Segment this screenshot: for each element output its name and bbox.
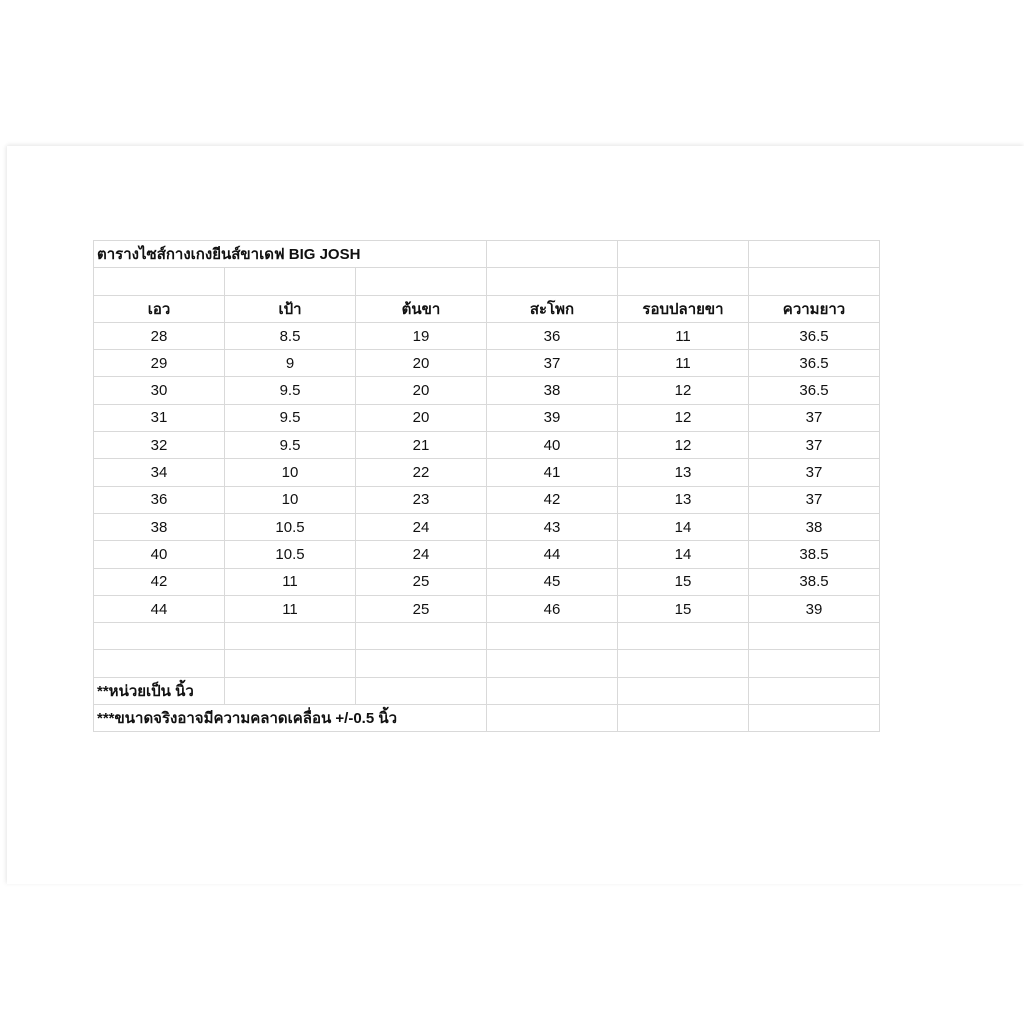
empty-cell (618, 241, 749, 268)
cell-length: 36.5 (749, 377, 880, 404)
cell-rise: 9.5 (225, 377, 356, 404)
cell-hip: 44 (487, 541, 618, 568)
empty-cell (618, 677, 749, 704)
cell-rise: 8.5 (225, 322, 356, 349)
empty-cell (618, 650, 749, 677)
cell-length: 39 (749, 595, 880, 622)
cell-leg-opening: 15 (618, 568, 749, 595)
cell-waist: 32 (94, 432, 225, 459)
cell-thigh: 19 (356, 322, 487, 349)
cell-waist: 38 (94, 513, 225, 540)
empty-cell (225, 677, 356, 704)
cell-waist: 42 (94, 568, 225, 595)
cell-rise: 9.5 (225, 404, 356, 431)
blank-row (94, 268, 880, 295)
table-row (94, 541, 880, 568)
cell-thigh: 20 (356, 350, 487, 377)
note-tolerance-row (94, 705, 880, 732)
table-row (94, 459, 880, 486)
header-hip: สะโพก (487, 295, 618, 322)
empty-cell (618, 623, 749, 650)
cell-hip: 36 (487, 322, 618, 349)
cell-rise: 10.5 (225, 541, 356, 568)
cell-thigh: 24 (356, 513, 487, 540)
table-row (94, 377, 880, 404)
note-unit: **หน่วยเป็น นิ้ว (94, 677, 225, 704)
cell-hip: 37 (487, 350, 618, 377)
cell-leg-opening: 11 (618, 322, 749, 349)
cell-leg-opening: 12 (618, 377, 749, 404)
cell-thigh: 20 (356, 404, 487, 431)
empty-cell (225, 650, 356, 677)
empty-cell (749, 650, 880, 677)
cell-hip: 41 (487, 459, 618, 486)
empty-cell (94, 623, 225, 650)
empty-cell (487, 677, 618, 704)
table-row (94, 486, 880, 513)
cell-hip: 38 (487, 377, 618, 404)
empty-cell (487, 705, 618, 732)
header-row (94, 295, 880, 322)
empty-cell (487, 241, 618, 268)
header-waist: เอว (94, 295, 225, 322)
table-row (94, 513, 880, 540)
empty-cell (356, 677, 487, 704)
cell-length: 38.5 (749, 568, 880, 595)
cell-waist: 30 (94, 377, 225, 404)
cell-thigh: 23 (356, 486, 487, 513)
empty-cell (94, 268, 225, 295)
empty-cell (356, 623, 487, 650)
cell-waist: 44 (94, 595, 225, 622)
blank-row (94, 623, 880, 650)
empty-cell (94, 650, 225, 677)
cell-length: 37 (749, 432, 880, 459)
cell-thigh: 25 (356, 595, 487, 622)
empty-cell (356, 650, 487, 677)
cell-leg-opening: 11 (618, 350, 749, 377)
cell-waist: 31 (94, 404, 225, 431)
header-length: ความยาว (749, 295, 880, 322)
cell-waist: 34 (94, 459, 225, 486)
cell-hip: 40 (487, 432, 618, 459)
cell-hip: 45 (487, 568, 618, 595)
cell-length: 37 (749, 404, 880, 431)
cell-length: 37 (749, 459, 880, 486)
cell-rise: 10.5 (225, 513, 356, 540)
header-thigh: ต้นขา (356, 295, 487, 322)
cell-hip: 46 (487, 595, 618, 622)
size-chart-table (93, 240, 880, 732)
empty-cell (225, 623, 356, 650)
cell-rise: 10 (225, 459, 356, 486)
cell-waist: 40 (94, 541, 225, 568)
cell-length: 36.5 (749, 350, 880, 377)
table-row (94, 568, 880, 595)
cell-waist: 28 (94, 322, 225, 349)
cell-rise: 9 (225, 350, 356, 377)
cell-hip: 39 (487, 404, 618, 431)
table-row (94, 595, 880, 622)
note-unit-row (94, 677, 880, 704)
table-title: ตารางไซส์กางเกงยีนส์ขาเดฟ BIG JOSH (94, 241, 487, 268)
header-rise: เป้า (225, 295, 356, 322)
title-row (94, 241, 880, 268)
cell-thigh: 21 (356, 432, 487, 459)
cell-leg-opening: 14 (618, 513, 749, 540)
empty-cell (225, 268, 356, 295)
cell-waist: 36 (94, 486, 225, 513)
cell-hip: 43 (487, 513, 618, 540)
empty-cell (487, 650, 618, 677)
table-row (94, 322, 880, 349)
cell-thigh: 24 (356, 541, 487, 568)
cell-length: 37 (749, 486, 880, 513)
cell-rise: 11 (225, 568, 356, 595)
blank-row (94, 650, 880, 677)
data-rows (94, 322, 880, 622)
cell-hip: 42 (487, 486, 618, 513)
table-row (94, 404, 880, 431)
cell-leg-opening: 15 (618, 595, 749, 622)
empty-cell (487, 623, 618, 650)
empty-cell (618, 705, 749, 732)
cell-rise: 9.5 (225, 432, 356, 459)
cell-waist: 29 (94, 350, 225, 377)
empty-cell (487, 268, 618, 295)
empty-cell (749, 623, 880, 650)
cell-leg-opening: 14 (618, 541, 749, 568)
empty-cell (749, 677, 880, 704)
empty-cell (618, 268, 749, 295)
cell-leg-opening: 13 (618, 459, 749, 486)
header-leg-opening: รอบปลายขา (618, 295, 749, 322)
cell-thigh: 22 (356, 459, 487, 486)
cell-leg-opening: 12 (618, 404, 749, 431)
table-row (94, 432, 880, 459)
empty-cell (749, 268, 880, 295)
cell-thigh: 25 (356, 568, 487, 595)
empty-cell (356, 268, 487, 295)
cell-length: 36.5 (749, 322, 880, 349)
cell-rise: 11 (225, 595, 356, 622)
cell-length: 38 (749, 513, 880, 540)
cell-rise: 10 (225, 486, 356, 513)
cell-thigh: 20 (356, 377, 487, 404)
table-row (94, 350, 880, 377)
empty-cell (749, 705, 880, 732)
note-tolerance: ***ขนาดจริงอาจมีความคลาดเคลื่อน +/-0.5 นิ้ว (94, 705, 487, 732)
cell-length: 38.5 (749, 541, 880, 568)
cell-leg-opening: 12 (618, 432, 749, 459)
empty-cell (749, 241, 880, 268)
cell-leg-opening: 13 (618, 486, 749, 513)
